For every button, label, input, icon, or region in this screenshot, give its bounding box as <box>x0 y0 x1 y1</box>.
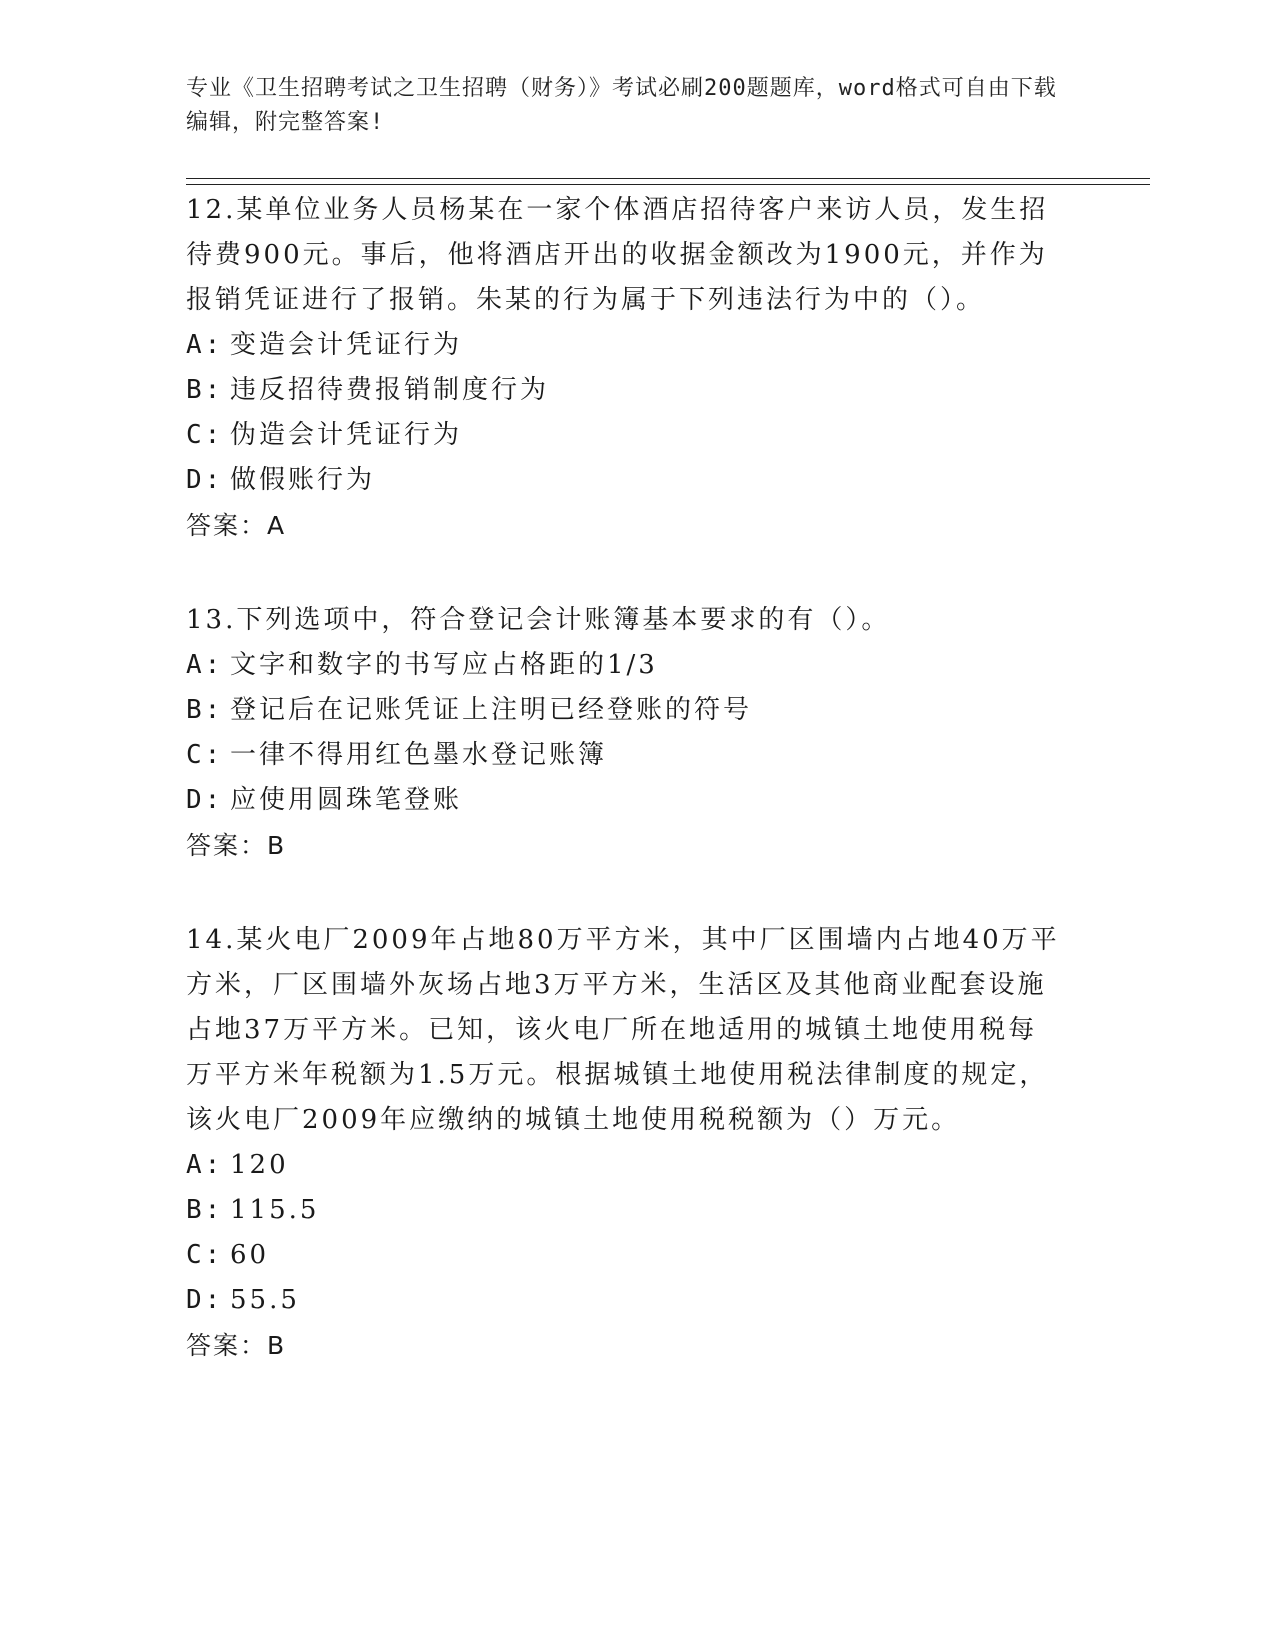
option-text: 文字和数字的书写应占格距的1/3 <box>230 650 658 680</box>
option-key: C: <box>186 1240 224 1270</box>
question-text: 12.某单位业务人员杨某在一家个体酒店招待客户来访人员，发生招待费900元。事后，他将酒店开出的收据金额改为1900元，并作为报销凭证进行了报销。朱某的行为属于下列违法行为中的（）。 <box>186 195 1049 315</box>
option-key: B: <box>186 695 224 725</box>
option-key: D: <box>186 465 224 495</box>
option-key: B: <box>186 375 224 405</box>
option-text: 违反招待费报销制度行为 <box>230 375 550 405</box>
option-key: A: <box>186 330 224 360</box>
option-d <box>186 1278 1066 1323</box>
question-14 <box>186 918 1066 1368</box>
option-text: 做假账行为 <box>230 465 376 495</box>
option-d <box>186 458 1066 503</box>
option-text: 应使用圆珠笔登账 <box>230 785 463 815</box>
document-header: 专业《卫生招聘考试之卫生招聘（财务）》考试必刷200题题库，word格式可自由下载编辑，附完整答案! <box>186 76 1057 135</box>
question-text: 13.下列选项中，符合登记会计账簿基本要求的有（）。 <box>186 605 891 635</box>
option-a <box>186 643 1066 688</box>
option-key: D: <box>186 1285 224 1315</box>
option-text: 55.5 <box>230 1285 300 1315</box>
option-c <box>186 733 1066 778</box>
question-text: 14.某火电厂2009年占地80万平方米，其中厂区围墙内占地40万平方米，厂区围墙外灰场占地3万平方米，生活区及其他商业配套设施占地37万平方米。已知，该火电厂所在地适用的城镇土地使用税每万平方米年税额为1.5万元。根据城镇土地使用税法律制度的规定，该火电厂2009年应缴纳的城镇土地使用税税额为（）万元。 <box>186 925 1060 1135</box>
answer-line: 答案：B <box>186 831 287 860</box>
option-text: 115.5 <box>230 1195 320 1225</box>
question-12 <box>186 188 1066 548</box>
option-c <box>186 413 1066 458</box>
option-text: 一律不得用红色墨水登记账簿 <box>230 740 608 770</box>
option-text: 60 <box>230 1240 270 1270</box>
option-d <box>186 778 1066 823</box>
option-key: A: <box>186 650 224 680</box>
question-13 <box>186 598 1066 868</box>
option-b <box>186 1188 1066 1233</box>
option-text: 登记后在记账凭证上注明已经登账的符号 <box>230 695 753 725</box>
option-key: C: <box>186 740 224 770</box>
option-text: 变造会计凭证行为 <box>230 330 463 360</box>
option-a <box>186 323 1066 368</box>
header-divider-bottom <box>186 184 1150 185</box>
option-c <box>186 1233 1066 1278</box>
answer-line: 答案：B <box>186 1331 287 1360</box>
option-b <box>186 688 1066 733</box>
option-text: 120 <box>230 1150 289 1180</box>
option-b <box>186 368 1066 413</box>
header-divider-top <box>186 178 1150 179</box>
option-text: 伪造会计凭证行为 <box>230 420 463 450</box>
option-key: A: <box>186 1150 224 1180</box>
answer-line: 答案：A <box>186 511 287 540</box>
option-key: B: <box>186 1195 224 1225</box>
option-key: D: <box>186 785 224 815</box>
option-a <box>186 1143 1066 1188</box>
option-key: C: <box>186 420 224 450</box>
